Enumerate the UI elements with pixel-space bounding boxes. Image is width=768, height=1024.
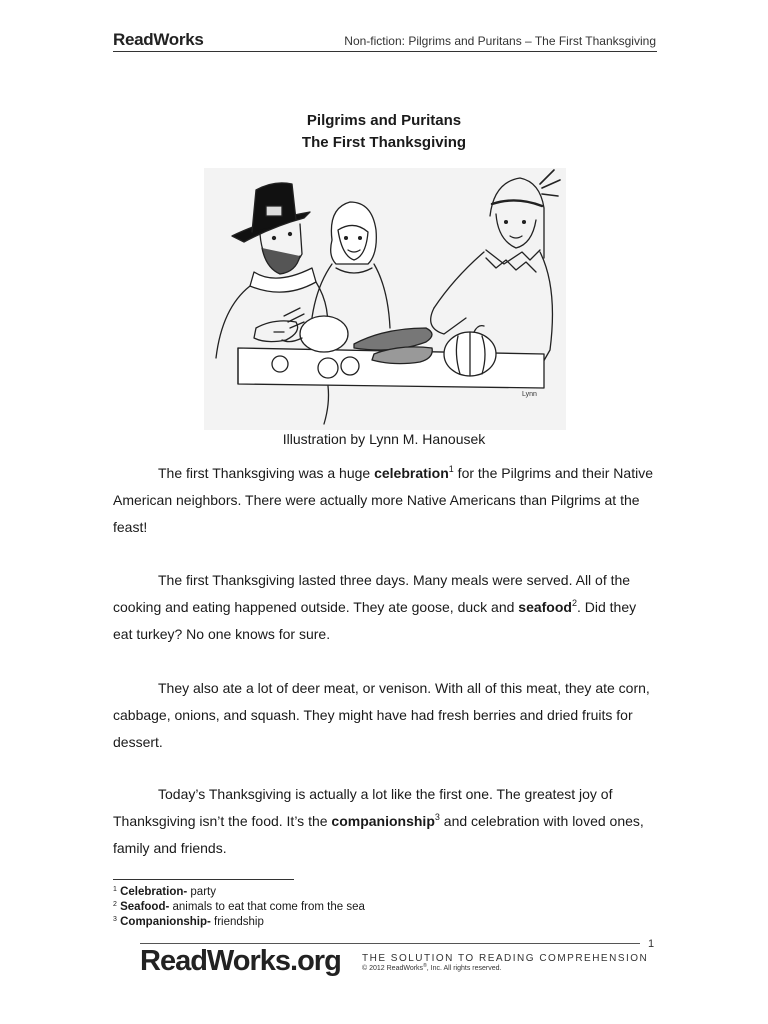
footnote-ref-3: 3 (434, 812, 440, 822)
paragraph-4: Today’s Thanksgiving is actually a lot like the first one. The greatest joy of Thanksgiving isn’t the food. It’s the companionship$^3$ and celebration with loved ones, family and friends. (113, 786, 644, 856)
thanksgiving-illustration (204, 168, 566, 430)
footnote-ref-1: 1 (448, 464, 454, 474)
header-divider (113, 51, 657, 52)
footnote-divider (113, 879, 294, 880)
footnote-1: $^1$ Celebration- party (113, 886, 216, 898)
footer-logo: ReadWorks.org (140, 945, 341, 977)
page-number: 1 (648, 938, 655, 950)
footer-tagline: THE SOLUTION TO READING COMPREHENSION (362, 953, 649, 964)
term-celebration: celebration (374, 465, 449, 481)
footnote-2: $^2$ Seafood- animals to eat that come from the sea (113, 901, 365, 913)
footer-copyright: © 2012 ReadWorks®, Inc. All rights reserved. (362, 963, 502, 972)
term-companionship: companionship (331, 813, 435, 829)
footnote-3: $^3$ Companionship- friendship (113, 916, 264, 928)
header-subtitle: Non-fiction: Pilgrims and Puritans – The First Thanksgiving (344, 34, 656, 48)
term-seafood: seafood (518, 599, 572, 615)
footer-divider (140, 943, 640, 944)
illustration-signature: Lynn (522, 391, 537, 398)
header-brand-logo: ReadWorks (113, 30, 204, 49)
illustration-caption: Illustration by Lynn M. Hanousek (282, 431, 486, 447)
paragraph-3: They also ate a lot of deer meat, or venison. With all of this meat, they ate corn, cabbage, onions, and squash. They might have had fresh berries and dried fruits for dessert. (113, 680, 650, 750)
paragraph-2: The first Thanksgiving lasted three days. Many meals were served. All of the cooking and eating happened outside. They ate goose, duck and seafood$^2$. Did they eat turkey? No one knows for sure. (113, 572, 637, 642)
paragraph-1: The first Thanksgiving was a huge celebration$^1$ for the Pilgrims and their Native American neighbors. There were actually more Native Americans than Pilgrims at the feast! (113, 464, 653, 535)
article-subtitle: The First Thanksgiving (301, 134, 467, 151)
article-title: Pilgrims and Puritans (306, 112, 462, 129)
footnote-ref-2: 2 (571, 598, 577, 608)
